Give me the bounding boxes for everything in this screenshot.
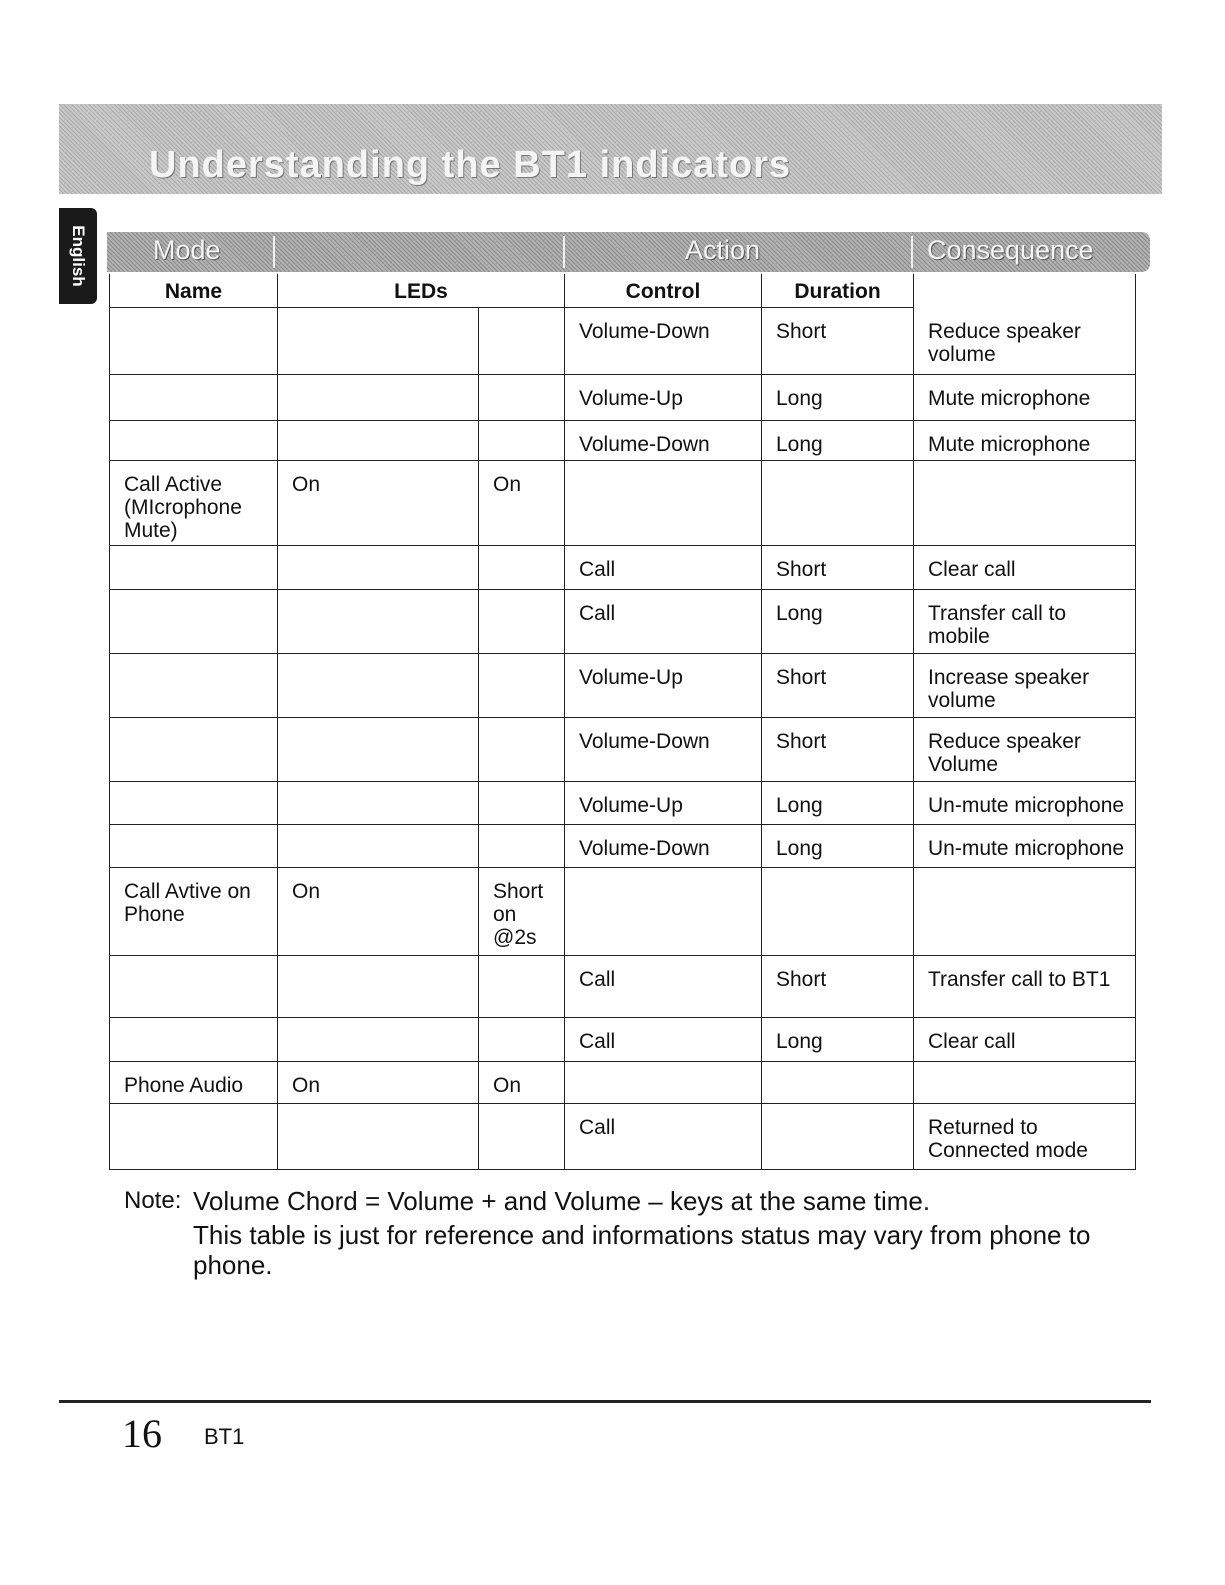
table-row (110, 654, 1136, 718)
table-group-header-band (107, 232, 1150, 272)
cell-led1: On (278, 461, 479, 546)
note-line-2: This table is just for reference and informations status may vary from phone to phone. (193, 1220, 1091, 1280)
group-header-divider (563, 236, 565, 268)
language-tab-label: English (69, 225, 88, 287)
cell-consequence (914, 1062, 1136, 1104)
cell-control: Volume-Down (565, 308, 762, 375)
table-row (110, 546, 1136, 590)
table-row (110, 461, 1136, 546)
cell-duration: Short (762, 654, 914, 718)
cell-name (110, 375, 278, 421)
cell-control: Call (565, 590, 762, 654)
cell-duration: Short (762, 956, 914, 1018)
cell-led1 (278, 590, 479, 654)
table-row (110, 956, 1136, 1018)
table-row (110, 1018, 1136, 1062)
cell-name: Call Active (MIcrophone Mute) (110, 461, 278, 546)
cell-duration: Long (762, 375, 914, 421)
cell-led2 (479, 825, 565, 868)
group-header-consequence: Consequence (927, 235, 1094, 265)
table-row (110, 825, 1136, 868)
column-header-row (110, 274, 1136, 308)
cell-name (110, 1104, 278, 1170)
cell-led2 (479, 1018, 565, 1062)
indicator-table (109, 274, 1136, 1170)
column-header-name: Name (110, 274, 278, 308)
cell-led2: Short on @2s (479, 868, 565, 956)
cell-duration: Long (762, 782, 914, 825)
language-tab (59, 208, 97, 304)
cell-control (565, 1062, 762, 1104)
cell-led1 (278, 421, 479, 461)
cell-consequence: Mute microphone (914, 375, 1136, 421)
column-header-control: Control (565, 274, 762, 308)
cell-duration: Long (762, 590, 914, 654)
cell-led2 (479, 654, 565, 718)
cell-led1 (278, 654, 479, 718)
cell-consequence: Reduce speaker Volume (914, 718, 1136, 782)
table-row (110, 782, 1136, 825)
cell-led1 (278, 1018, 479, 1062)
cell-duration: Short (762, 546, 914, 590)
cell-duration: Long (762, 825, 914, 868)
cell-control: Call (565, 956, 762, 1018)
cell-led2 (479, 308, 565, 375)
column-header-leds: LEDs (278, 274, 565, 308)
cell-control: Call (565, 1018, 762, 1062)
cell-name: Phone Audio (110, 1062, 278, 1104)
cell-name (110, 782, 278, 825)
footer-model-name: BT1 (204, 1424, 245, 1449)
cell-duration (762, 461, 914, 546)
cell-control: Call (565, 1104, 762, 1170)
cell-led2 (479, 718, 565, 782)
cell-led1 (278, 718, 479, 782)
cell-name (110, 546, 278, 590)
page-title-bar (59, 104, 1162, 194)
cell-consequence: Un-mute microphone (914, 782, 1136, 825)
cell-consequence: Increase speaker volume (914, 654, 1136, 718)
column-header-consequence (914, 274, 1136, 308)
cell-name (110, 308, 278, 375)
cell-duration: Long (762, 421, 914, 461)
note-line-1: Volume Chord = Volume + and Volume – keys at the same time. (193, 1186, 931, 1216)
cell-consequence: Un-mute microphone (914, 825, 1136, 868)
table-row (110, 590, 1136, 654)
note-body (193, 1186, 1144, 1280)
cell-name (110, 590, 278, 654)
cell-consequence: Returned to Connected mode (914, 1104, 1136, 1170)
cell-name: Call Avtive on Phone (110, 868, 278, 956)
cell-name (110, 718, 278, 782)
cell-control: Volume-Down (565, 718, 762, 782)
cell-name (110, 421, 278, 461)
cell-name (110, 654, 278, 718)
group-header-divider (273, 236, 275, 268)
cell-control: Call (565, 546, 762, 590)
note-label: Note: (124, 1187, 182, 1214)
table-row (110, 1104, 1136, 1170)
table-row (110, 718, 1136, 782)
cell-consequence: Transfer call to BT1 (914, 956, 1136, 1018)
cell-control (565, 868, 762, 956)
cell-led2 (479, 590, 565, 654)
cell-duration: Long (762, 1018, 914, 1062)
cell-name (110, 1018, 278, 1062)
cell-led2 (479, 782, 565, 825)
table-row (110, 1062, 1136, 1104)
cell-control: Volume-Up (565, 782, 762, 825)
cell-consequence: Clear call (914, 1018, 1136, 1062)
page-number: 16 (122, 1411, 162, 1456)
group-header-action: Action (685, 235, 761, 265)
cell-led1 (278, 375, 479, 421)
table-body (110, 308, 1136, 1170)
cell-duration: Short (762, 718, 914, 782)
cell-led1 (278, 956, 479, 1018)
cell-led1 (278, 825, 479, 868)
cell-control (565, 461, 762, 546)
cell-led2 (479, 546, 565, 590)
group-header-divider (911, 236, 913, 268)
cell-name (110, 825, 278, 868)
page-title: Understanding the BT1 indicators (149, 144, 792, 186)
cell-duration (762, 1104, 914, 1170)
cell-led2: On (479, 461, 565, 546)
cell-name (110, 956, 278, 1018)
cell-consequence: Clear call (914, 546, 1136, 590)
cell-duration: Short (762, 308, 914, 375)
note (124, 1186, 1144, 1280)
cell-control: Volume-Down (565, 421, 762, 461)
cell-consequence (914, 461, 1136, 546)
cell-consequence: Reduce speaker volume (914, 308, 1136, 375)
cell-led1 (278, 782, 479, 825)
cell-duration (762, 1062, 914, 1104)
footer-divider (59, 1400, 1151, 1403)
cell-led2: On (479, 1062, 565, 1104)
cell-led2 (479, 1104, 565, 1170)
cell-consequence: Transfer call to mobile (914, 590, 1136, 654)
cell-led1 (278, 308, 479, 375)
cell-consequence: Mute microphone (914, 421, 1136, 461)
cell-led1 (278, 546, 479, 590)
table-row (110, 868, 1136, 956)
group-header-mode: Mode (153, 235, 221, 265)
table-row (110, 308, 1136, 375)
cell-led2 (479, 375, 565, 421)
table-row (110, 375, 1136, 421)
cell-duration (762, 868, 914, 956)
cell-led1 (278, 1104, 479, 1170)
cell-led2 (479, 956, 565, 1018)
cell-led1: On (278, 1062, 479, 1104)
table-row (110, 421, 1136, 461)
cell-control: Volume-Down (565, 825, 762, 868)
column-header-duration: Duration (762, 274, 914, 308)
cell-control: Volume-Up (565, 654, 762, 718)
cell-led1: On (278, 868, 479, 956)
cell-consequence (914, 868, 1136, 956)
cell-control: Volume-Up (565, 375, 762, 421)
cell-led2 (479, 421, 565, 461)
